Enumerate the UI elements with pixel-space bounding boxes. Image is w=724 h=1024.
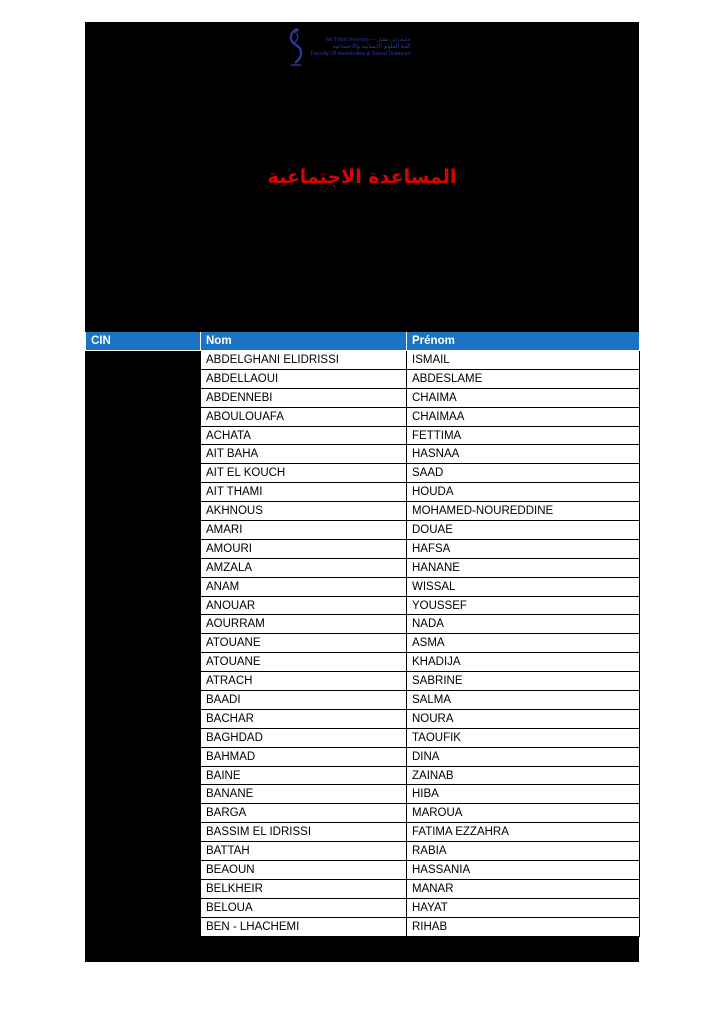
prenom-cell: CHAIMA xyxy=(407,388,640,407)
nom-cell: BASSIM EL IDRISSI xyxy=(201,823,407,842)
nom-cell: BELKHEIR xyxy=(201,879,407,898)
nom-cell: BATTAH xyxy=(201,842,407,861)
nom-cell: BEN - LHACHEMI xyxy=(201,917,407,936)
prenom-cell: ISMAIL xyxy=(407,351,640,370)
cin-cell xyxy=(86,615,201,634)
cin-cell xyxy=(86,842,201,861)
table-body xyxy=(86,351,640,937)
cin-cell xyxy=(86,728,201,747)
prenom-cell: HASNAA xyxy=(407,445,640,464)
cin-cell xyxy=(86,596,201,615)
prenom-cell: NADA xyxy=(407,615,640,634)
prenom-cell: ZAINAB xyxy=(407,766,640,785)
table-row xyxy=(86,521,640,540)
prenom-cell: MAROUA xyxy=(407,804,640,823)
prenom-cell: NOURA xyxy=(407,709,640,728)
column-header-cin: CIN xyxy=(86,332,201,351)
nom-cell: ATRACH xyxy=(201,672,407,691)
column-header-nom: Nom xyxy=(201,332,407,351)
cin-cell xyxy=(86,369,201,388)
cin-cell xyxy=(86,407,201,426)
prenom-cell: HOUDA xyxy=(407,483,640,502)
prenom-cell: FATIMA EZZAHRA xyxy=(407,823,640,842)
nom-cell: BAADI xyxy=(201,691,407,710)
cin-cell xyxy=(86,747,201,766)
table-row xyxy=(86,747,640,766)
prenom-cell: SABRINE xyxy=(407,672,640,691)
table-row xyxy=(86,861,640,880)
prenom-cell: WISSAL xyxy=(407,577,640,596)
table-row xyxy=(86,804,640,823)
table-row xyxy=(86,709,640,728)
prenom-cell: MANAR xyxy=(407,879,640,898)
cin-cell xyxy=(86,464,201,483)
nom-cell: ABOULOUAFA xyxy=(201,407,407,426)
nom-cell: AIT EL KOUCH xyxy=(201,464,407,483)
university-logo-icon xyxy=(285,27,307,67)
prenom-cell: RABIA xyxy=(407,842,640,861)
cin-cell xyxy=(86,502,201,521)
nom-cell: ABDENNEBI xyxy=(201,388,407,407)
cin-cell xyxy=(86,388,201,407)
table-row xyxy=(86,351,640,370)
prenom-cell: TAOUFIK xyxy=(407,728,640,747)
nom-cell: ATOUANE xyxy=(201,634,407,653)
cin-cell xyxy=(86,351,201,370)
nom-cell: BACHAR xyxy=(201,709,407,728)
prenom-cell: KHADIJA xyxy=(407,653,640,672)
cin-cell xyxy=(86,804,201,823)
table-row xyxy=(86,766,640,785)
nom-cell: AIT THAMI xyxy=(201,483,407,502)
cin-cell xyxy=(86,521,201,540)
table-row xyxy=(86,691,640,710)
cin-cell xyxy=(86,634,201,653)
prenom-cell: SAAD xyxy=(407,464,640,483)
students-table xyxy=(85,332,640,937)
cin-cell xyxy=(86,653,201,672)
nom-cell: AMARI xyxy=(201,521,407,540)
table-row xyxy=(86,879,640,898)
table-row xyxy=(86,445,640,464)
table-row xyxy=(86,634,640,653)
prenom-cell: HAFSA xyxy=(407,539,640,558)
nom-cell: AIT BAHA xyxy=(201,445,407,464)
cin-cell xyxy=(86,483,201,502)
cin-cell xyxy=(86,917,201,936)
table-row xyxy=(86,388,640,407)
cin-cell xyxy=(86,672,201,691)
table-row xyxy=(86,917,640,936)
cin-cell xyxy=(86,426,201,445)
cin-cell xyxy=(86,861,201,880)
table-row xyxy=(86,426,640,445)
cin-cell xyxy=(86,785,201,804)
nom-cell: BAINE xyxy=(201,766,407,785)
nom-cell: AKHNOUS xyxy=(201,502,407,521)
table-row xyxy=(86,596,640,615)
nom-cell: BEAOUN xyxy=(201,861,407,880)
table-header-row xyxy=(86,332,640,351)
page-title: المساعدة الاجتماعية xyxy=(267,166,457,188)
logo-arabic-line: كلية العلوم الإنسانية والاجتماعية xyxy=(332,43,411,50)
table-row xyxy=(86,577,640,596)
cin-cell xyxy=(86,766,201,785)
prenom-cell: ABDESLAME xyxy=(407,369,640,388)
cin-cell xyxy=(86,823,201,842)
cin-cell xyxy=(86,879,201,898)
table-row xyxy=(86,728,640,747)
prenom-cell: CHAIMAA xyxy=(407,407,640,426)
table-row xyxy=(86,483,640,502)
cin-cell xyxy=(86,445,201,464)
document-page xyxy=(85,22,639,962)
table-row xyxy=(86,558,640,577)
table-row xyxy=(86,842,640,861)
cin-cell xyxy=(86,898,201,917)
column-header-prenom: Prénom xyxy=(407,332,640,351)
logo-english-line: Faculty Of Humanities & Social Sciences xyxy=(311,50,411,57)
table-row xyxy=(86,502,640,521)
prenom-cell: MOHAMED-NOUREDDINE xyxy=(407,502,640,521)
nom-cell: BARGA xyxy=(201,804,407,823)
prenom-cell: RIHAB xyxy=(407,917,640,936)
prenom-cell: YOUSSEF xyxy=(407,596,640,615)
table-row xyxy=(86,369,640,388)
prenom-cell: HAYAT xyxy=(407,898,640,917)
nom-cell: AMZALA xyxy=(201,558,407,577)
table-row xyxy=(86,898,640,917)
table-row xyxy=(86,653,640,672)
table-row xyxy=(86,539,640,558)
prenom-cell: HASSANIA xyxy=(407,861,640,880)
nom-cell: ANAM xyxy=(201,577,407,596)
table-row xyxy=(86,672,640,691)
prenom-cell: DINA xyxy=(407,747,640,766)
table-row xyxy=(86,823,640,842)
cin-cell xyxy=(86,539,201,558)
nom-cell: AOURRAM xyxy=(201,615,407,634)
table-row xyxy=(86,615,640,634)
cin-cell xyxy=(86,577,201,596)
cin-cell xyxy=(86,691,201,710)
prenom-cell: FETTIMA xyxy=(407,426,640,445)
nom-cell: BAGHDAD xyxy=(201,728,407,747)
cin-cell xyxy=(86,558,201,577)
nom-cell: BAHMAD xyxy=(201,747,407,766)
nom-cell: BELOUA xyxy=(201,898,407,917)
nom-cell: ANOUAR xyxy=(201,596,407,615)
university-logo xyxy=(285,26,445,68)
nom-cell: BANANE xyxy=(201,785,407,804)
table-row xyxy=(86,464,640,483)
prenom-cell: HIBA xyxy=(407,785,640,804)
nom-cell: ATOUANE xyxy=(201,653,407,672)
cin-cell xyxy=(86,709,201,728)
table-row xyxy=(86,407,640,426)
prenom-cell: DOUAE xyxy=(407,521,640,540)
prenom-cell: HANANE xyxy=(407,558,640,577)
prenom-cell: SALMA xyxy=(407,691,640,710)
nom-cell: ABDELGHANI ELIDRISSI xyxy=(201,351,407,370)
prenom-cell: ASMA xyxy=(407,634,640,653)
nom-cell: AMOURI xyxy=(201,539,407,558)
nom-cell: ABDELLAOUI xyxy=(201,369,407,388)
nom-cell: ACHATA xyxy=(201,426,407,445)
table-row xyxy=(86,785,640,804)
logo-top-line: Ibn Tofail University — جامعة ابن طفيل xyxy=(326,36,411,43)
